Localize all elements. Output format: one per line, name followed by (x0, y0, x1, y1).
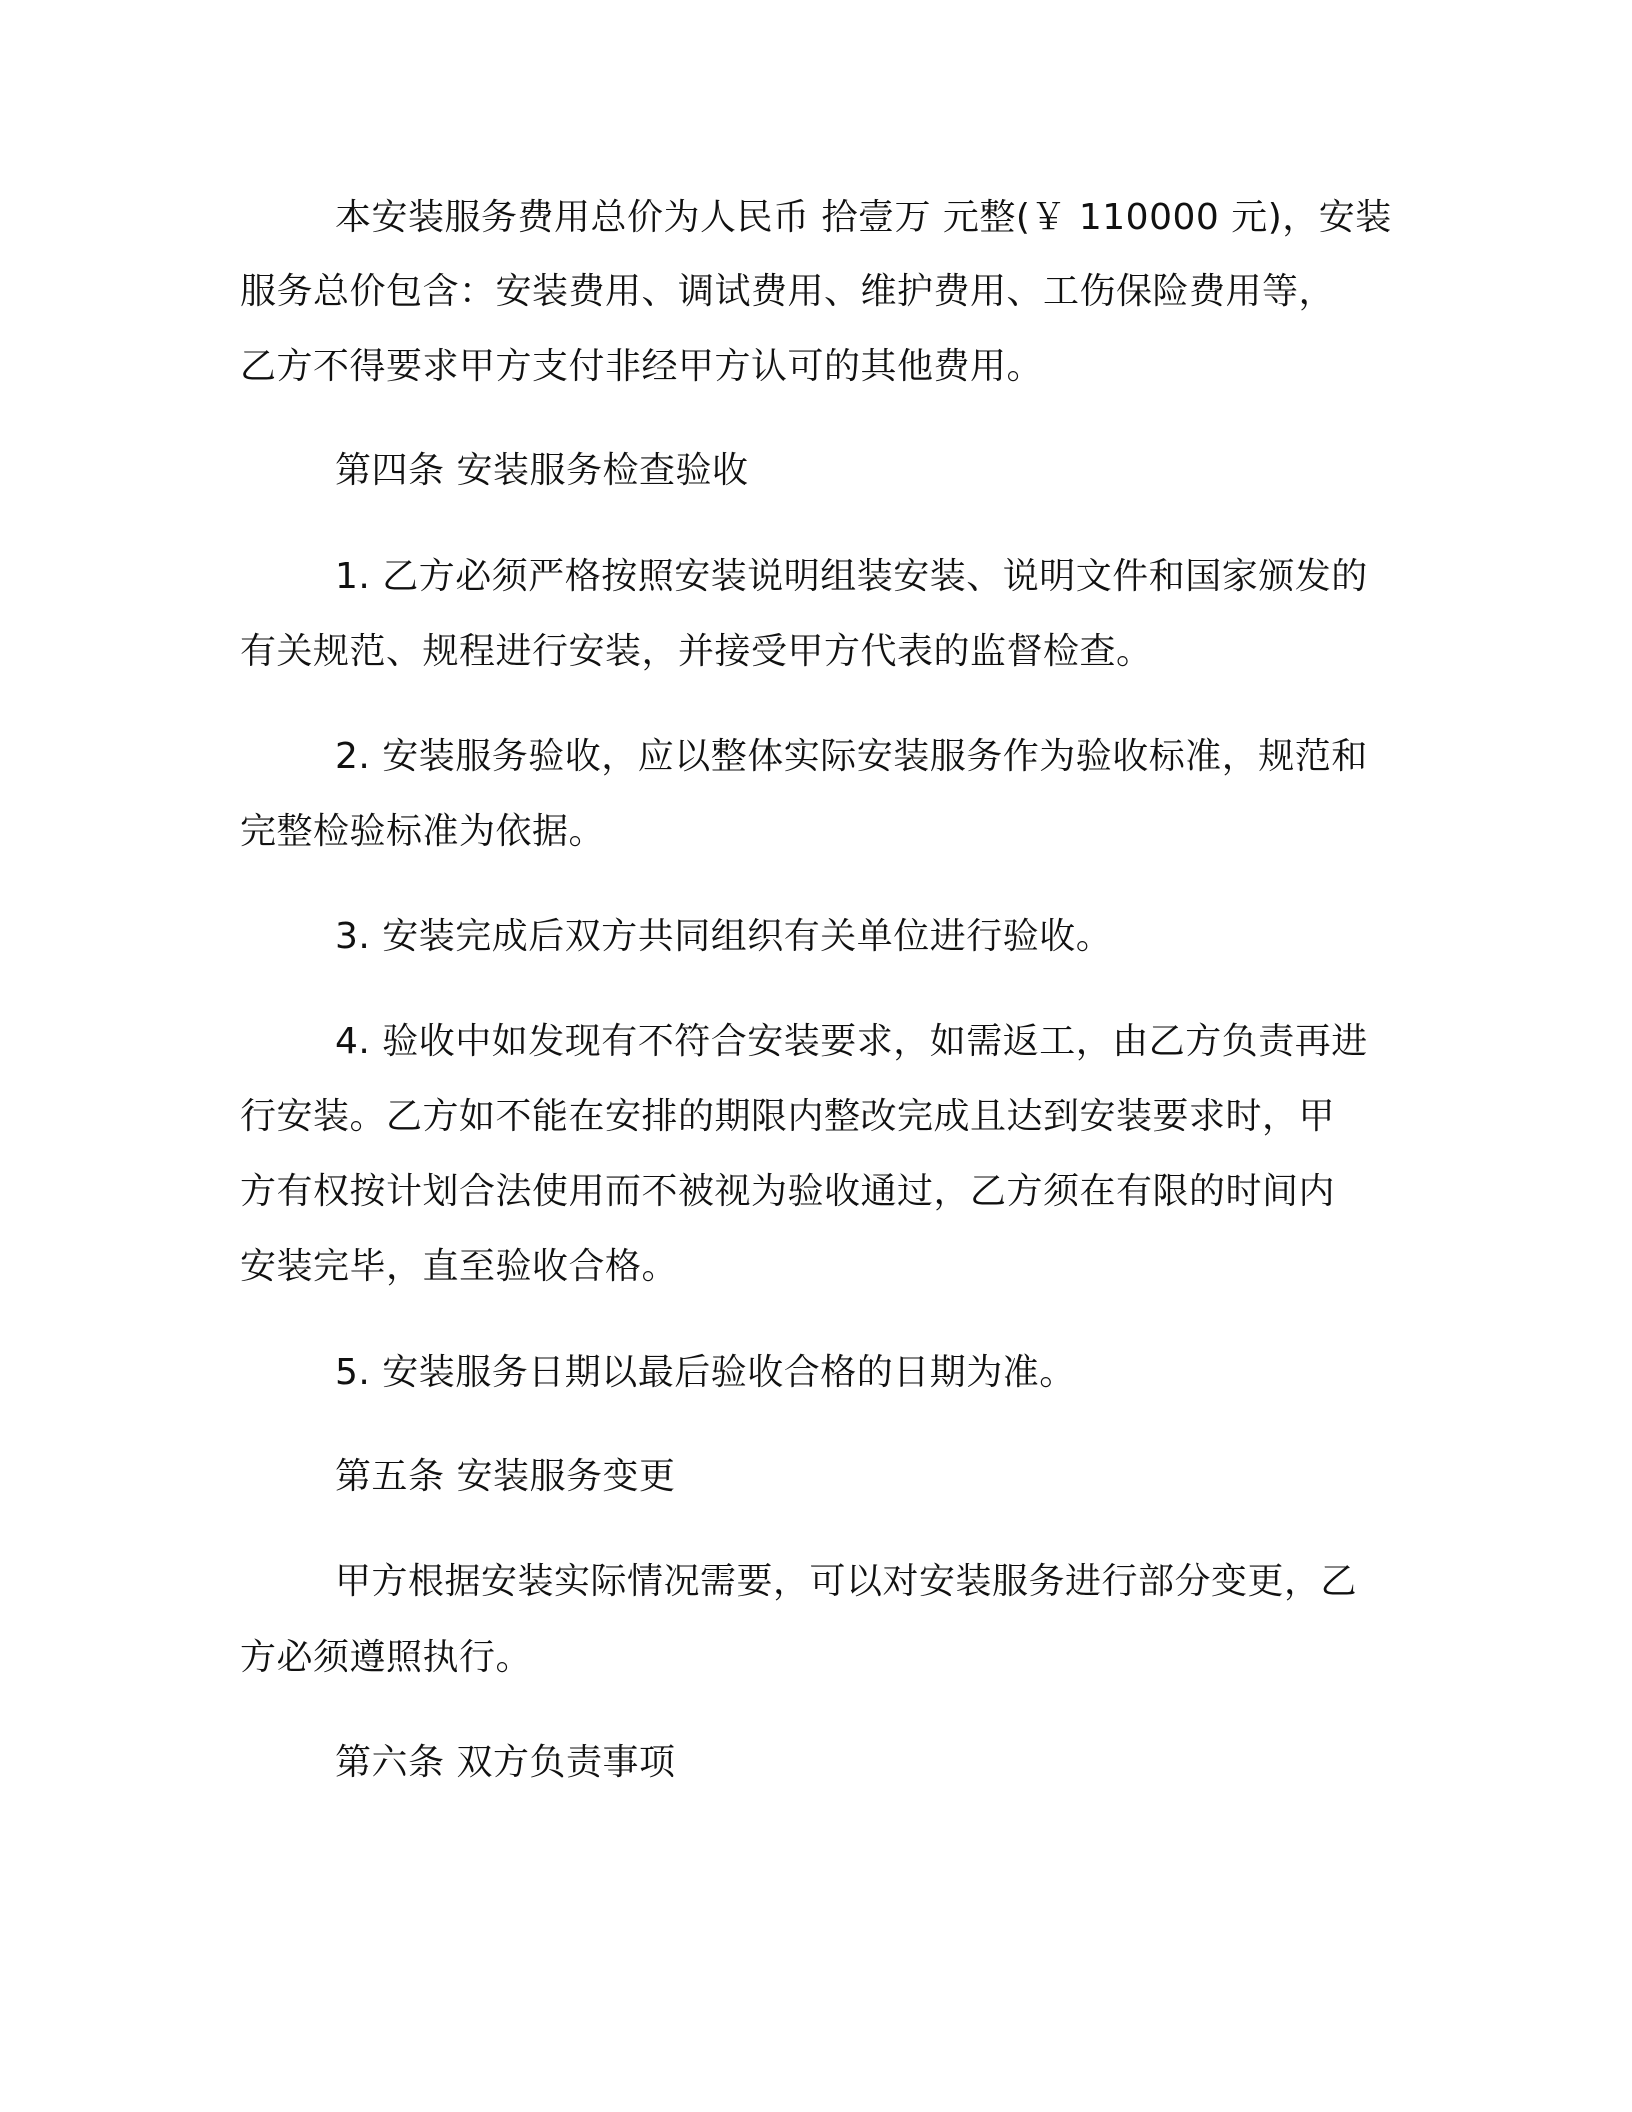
text-line: 行安装。乙方如不能在安排的期限内整改完成且达到安装要求时，甲 (240, 1096, 1336, 1137)
text-line: 乙方不得要求甲方支付非经甲方认可的其他费用。 (240, 346, 1044, 387)
text-line: 方有权按计划合法使用而不被视为验收通过，乙方须在有限的时间内 (240, 1171, 1336, 1212)
article-4-item-5: 5. 安装服务日期以最后验收合格的日期为准。 (335, 1352, 1076, 1393)
text-line: 完整检验标准为依据。 (240, 811, 606, 852)
text-line: 4. 验收中如发现有不符合安装要求，如需返工，由乙方负责再进 (335, 1021, 1368, 1062)
text-line: 安装完毕，直至验收合格。 (240, 1246, 679, 1287)
text-line: 甲方根据安装实际情况需要，可以对安装服务进行部分变更，乙 (335, 1561, 1358, 1602)
text-line: 方必须遵照执行。 (240, 1637, 533, 1678)
text-line: 有关规范、规程进行安装，并接受甲方代表的监督检查。 (240, 631, 1153, 672)
article-6-heading: 第六条 双方负责事项 (335, 1742, 676, 1783)
text-line: 服务总价包含：安装费用、调试费用、维护费用、工伤保险费用等， (240, 271, 1336, 312)
text-line: 本安装服务费用总价为人民币 拾壹万 元整(￥ 110000 元)，安装 (335, 197, 1392, 238)
article-4-heading: 第四条 安装服务检查验收 (335, 450, 749, 491)
article-5-heading: 第五条 安装服务变更 (335, 1456, 676, 1497)
article-4-item-3: 3. 安装完成后双方共同组织有关单位进行验收。 (335, 916, 1113, 957)
text-line: 1. 乙方必须严格按照安装说明组装安装、说明文件和国家颁发的 (335, 556, 1368, 597)
text-line: 2. 安装服务验收，应以整体实际安装服务作为验收标准，规范和 (335, 736, 1368, 777)
